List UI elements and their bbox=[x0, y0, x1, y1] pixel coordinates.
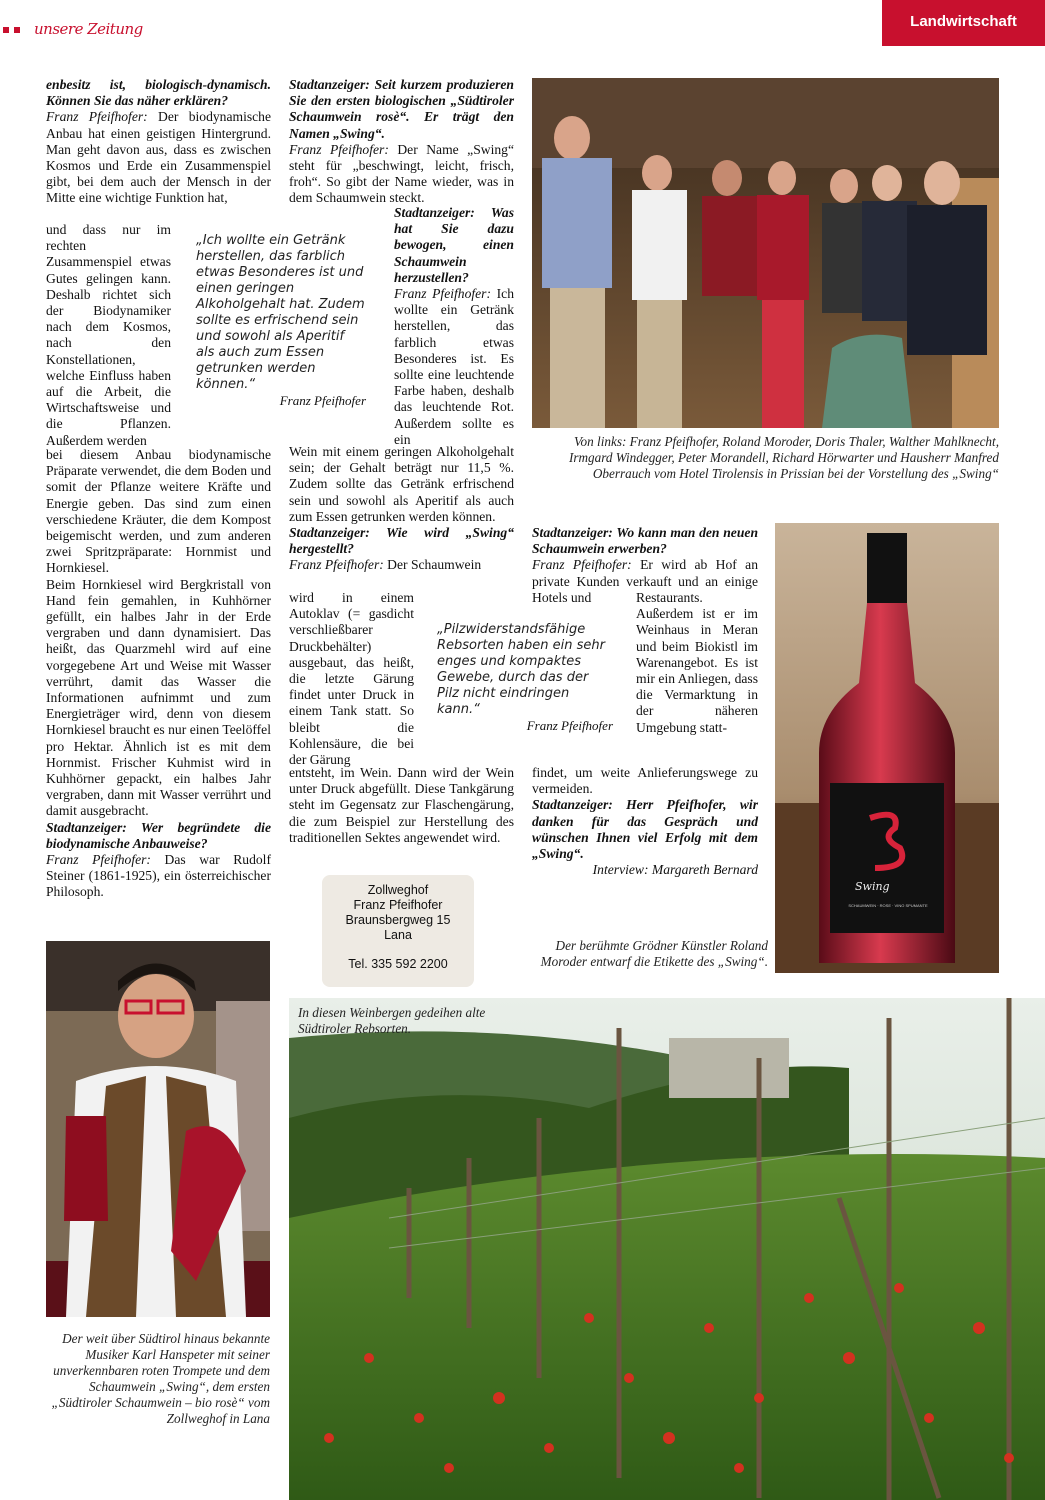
answer-text: Wein mit einem geringen Alkoholgehalt sein; der Gehalt beträgt nur 11,5 %. Zudem sollte das Getränk erfrischend sein und sowohl als Aperitif als auch zum Essen getrunken werden können. bbox=[289, 444, 514, 524]
pull-quote-author: Franz Pfeifhofer bbox=[279, 393, 366, 408]
pull-quote-text: „Pilzwiderstandsfähige Rebsorten haben ein sehr enges und kompaktes Gewebe, durch das der Pilz nicht eindringen kann.“ bbox=[437, 622, 605, 717]
column-3-cont bbox=[532, 765, 758, 878]
column-1-narrow bbox=[46, 222, 171, 449]
speaker: Franz Pfeifhofer: bbox=[289, 557, 384, 573]
contact-person: Franz Pfeifhofer bbox=[353, 898, 443, 912]
interview-credit: Interview: Margareth Bernard bbox=[592, 862, 758, 878]
question: Stadtanzeiger: Seit kurzem produzieren Sie den ersten biologischen „Südtiroler Schaumwein rosè“. Er trägt den Namen „Swing“. bbox=[289, 77, 514, 141]
contact-town: Lana bbox=[384, 928, 412, 942]
label-small-text: SCHAUMWEIN · ROSE · VINO SPUMANTE bbox=[848, 903, 928, 908]
pull-quote-text: „Ich wollte ein Getränk herstellen, das farblich etwas Besonderes ist und einen geringen Alkoholgehalt hat. Zudem sollte es erfrischend sein und sowohl als Aperitif als auch zum Essen getrunken werden können.“ bbox=[196, 233, 365, 392]
column-2 bbox=[289, 77, 514, 207]
answer-text: Ich wollte ein Getränk herstellen, das farblich etwas Besonderes ist. Es sollte eine leuchtende Farbe haben, deshalb das leuchtende Rot. Außerdem sollte es ein bbox=[394, 286, 514, 447]
brand-logo: unsere Zeitung bbox=[34, 20, 143, 38]
contact-box bbox=[322, 875, 474, 987]
question: Stadtanzeiger: Wo kann man den neuen Schaumwein erwerben? bbox=[532, 525, 758, 557]
column-2-cont-2 bbox=[289, 765, 514, 846]
contact-phone: Tel. 335 592 2200 bbox=[348, 957, 448, 971]
answer-text: bei diesem Anbau biodynamische Präparate verwendet, die dem Boden und somit der Pflanze weitere Kräfte und Energie geben. Das sind zum einen verschiedene Kräuter, die dem Kompost beigemischt werden, und zum anderen zwei Spritzpräparate: Hornmist und Hornkiesel. bbox=[46, 447, 271, 576]
column-1 bbox=[46, 77, 271, 207]
answer-text: findet, um weite Anlieferungswege zu vermeiden. bbox=[532, 765, 758, 797]
label-brand: Swing bbox=[855, 880, 890, 893]
answer-text: Restaurants. Außerdem ist er im Weinhaus in Meran und beim Biokistl im Warenangebot. Es ist mir ein Anliegen, dass die Vermarktung in der näheren Umgebung statt- bbox=[636, 590, 758, 735]
contact-name: Zollweghof bbox=[367, 883, 429, 897]
answer-text: Er wird ab Hof an private Kunden verkauft und an einige Hotels und bbox=[532, 557, 758, 605]
speaker: Franz Pfeifhofer: bbox=[46, 852, 151, 868]
closing-question: Stadtanzeiger: Herr Pfeifhofer, wir danken für das Gespräch und wünschen Ihnen viel Erfolg mit dem „Swing“. bbox=[532, 797, 758, 862]
column-3-narrow bbox=[636, 590, 758, 736]
answer-text: Der Schaumwein bbox=[383, 557, 482, 573]
pull-quote-1 bbox=[196, 233, 366, 409]
musician-photo-caption: Der weit über Südtirol hinaus bekannte Musiker Karl Hanspeter mit seiner unverkennbaren roten Trompete und dem Schaumwein „Swing“, dem ersten „Südtiroler Schaumwein – bio rosè“ vom Zollweghof in Lana bbox=[51, 1331, 270, 1426]
question: Stadtanzeiger: Was hat Sie dazu bewogen, einen Schaumwein herzustellen? bbox=[394, 205, 514, 285]
speaker: Franz Pfeifhofer: bbox=[532, 557, 632, 573]
section-title: Landwirtschaft bbox=[910, 13, 1017, 30]
answer-text: und dass nur im rechten Zusammenspiel etwas Gutes gelingen kann. Deshalb richtet sich der Biodynamiker nach dem Kosmos, nach den Konstellationen, welche Einfluss haben auf die Arbeit, die Wirtschaftsweise und die Pflanzen. Außerdem werden bbox=[46, 222, 171, 448]
answer-text: Das war Rudolf Steiner (1861-1925), ein österreichischer Philosoph. bbox=[46, 852, 271, 900]
speaker: Franz Pfeifhofer: bbox=[46, 109, 148, 125]
answer-text: wird in einem Autoklav (= gasdicht verschließbarer Druckbehälter) ausgebaut, das heißt, die letzte Gärung findet unter Druck in einem Tank statt. So bleibt die Kohlensäure, die bei der Gärung bbox=[289, 590, 414, 768]
column-2-cont bbox=[289, 444, 514, 574]
vineyard-photo bbox=[289, 998, 1045, 1500]
question: Stadtanzeiger: Wer begründete die biodynamische Anbauweise? bbox=[46, 819, 271, 851]
answer-text: Der biodynamische Anbau hat einen geistigen Hintergrund. Man geht davon aus, dass es zwischen Kosmos und Erde ein Zusammenspiel gibt, bei dem auch der Mensch in der Mitte eine wichtige Funktion hat, bbox=[46, 109, 271, 206]
column-1-cont bbox=[46, 447, 271, 901]
answer-text: Der Name „Swing“ steht für „beschwingt, leicht, frisch, froh“. So gibt der Name wieder, was in dem Schaumwein steckt. bbox=[289, 141, 514, 206]
pull-quote-2 bbox=[437, 622, 613, 734]
vineyard-photo-caption: In diesen Weinbergen gedeihen alte Südtiroler Rebsorten. bbox=[298, 1005, 486, 1036]
bottle-photo-caption: Der berühmte Grödner Künstler Roland Moroder entwarf die Etikette des „Swing“. bbox=[540, 938, 768, 969]
column-2-narrow bbox=[394, 205, 514, 448]
question-lead: enbesitz ist, biologisch-dynamisch. Können Sie das näher erklären? bbox=[46, 77, 271, 109]
paragraph: Beim Hornkiesel wird Bergkristall von Hand fein gemahlen, in Kuhhörner gefüllt, ein halbes Jahr in der Erde vergraben und dann dynamisiert. Das heißt, das Quarzmehl wird auf eine vorgegebene Art und Weise mit Wasser verrührt, damit das Wasser die Informationen aufnimmt und zum Energieträger wird, denn von diesem Hornkiesel braucht es nur einen Teelöffel pro Hektar. Ähnlich ist es mit dem Hornmist. Frischer Kuhmist wird in Kuhhörner gepackt, ein halbes Jahr vergraben, dann mit Wasser verrührt und damit ausgebracht. bbox=[46, 576, 271, 819]
pull-quote-author: Franz Pfeifhofer bbox=[526, 718, 613, 733]
speaker: Franz Pfeifhofer: bbox=[289, 141, 389, 157]
group-photo-caption: Von links: Franz Pfeifhofer, Roland Moroder, Doris Thaler, Walther Mahlknecht, Irmgard Windegger, Peter Morandell, Richard Hörwarter und Hausherr Manfred Oberrauch vom Hotel Tirolensis in Prissian bei der Vorstellung des „Swing“ bbox=[568, 434, 999, 481]
answer-text: entsteht, im Wein. Dann wird der Wein unter Druck abgefüllt. Diese Tankgärung steht im Gegensatz zur Flaschengärung, die zum Beispiel zur Herstellung des traditionellen Sektes angewendet wird. bbox=[289, 765, 514, 845]
contact-street: Braunsbergweg 15 bbox=[345, 913, 451, 927]
group-photo bbox=[532, 78, 999, 428]
speaker: Franz Pfeifhofer: bbox=[394, 286, 491, 302]
question: Stadtanzeiger: Wie wird „Swing“ hergestellt? bbox=[289, 525, 514, 557]
column-2-narrow-2 bbox=[289, 590, 414, 768]
musician-photo bbox=[46, 941, 270, 1317]
